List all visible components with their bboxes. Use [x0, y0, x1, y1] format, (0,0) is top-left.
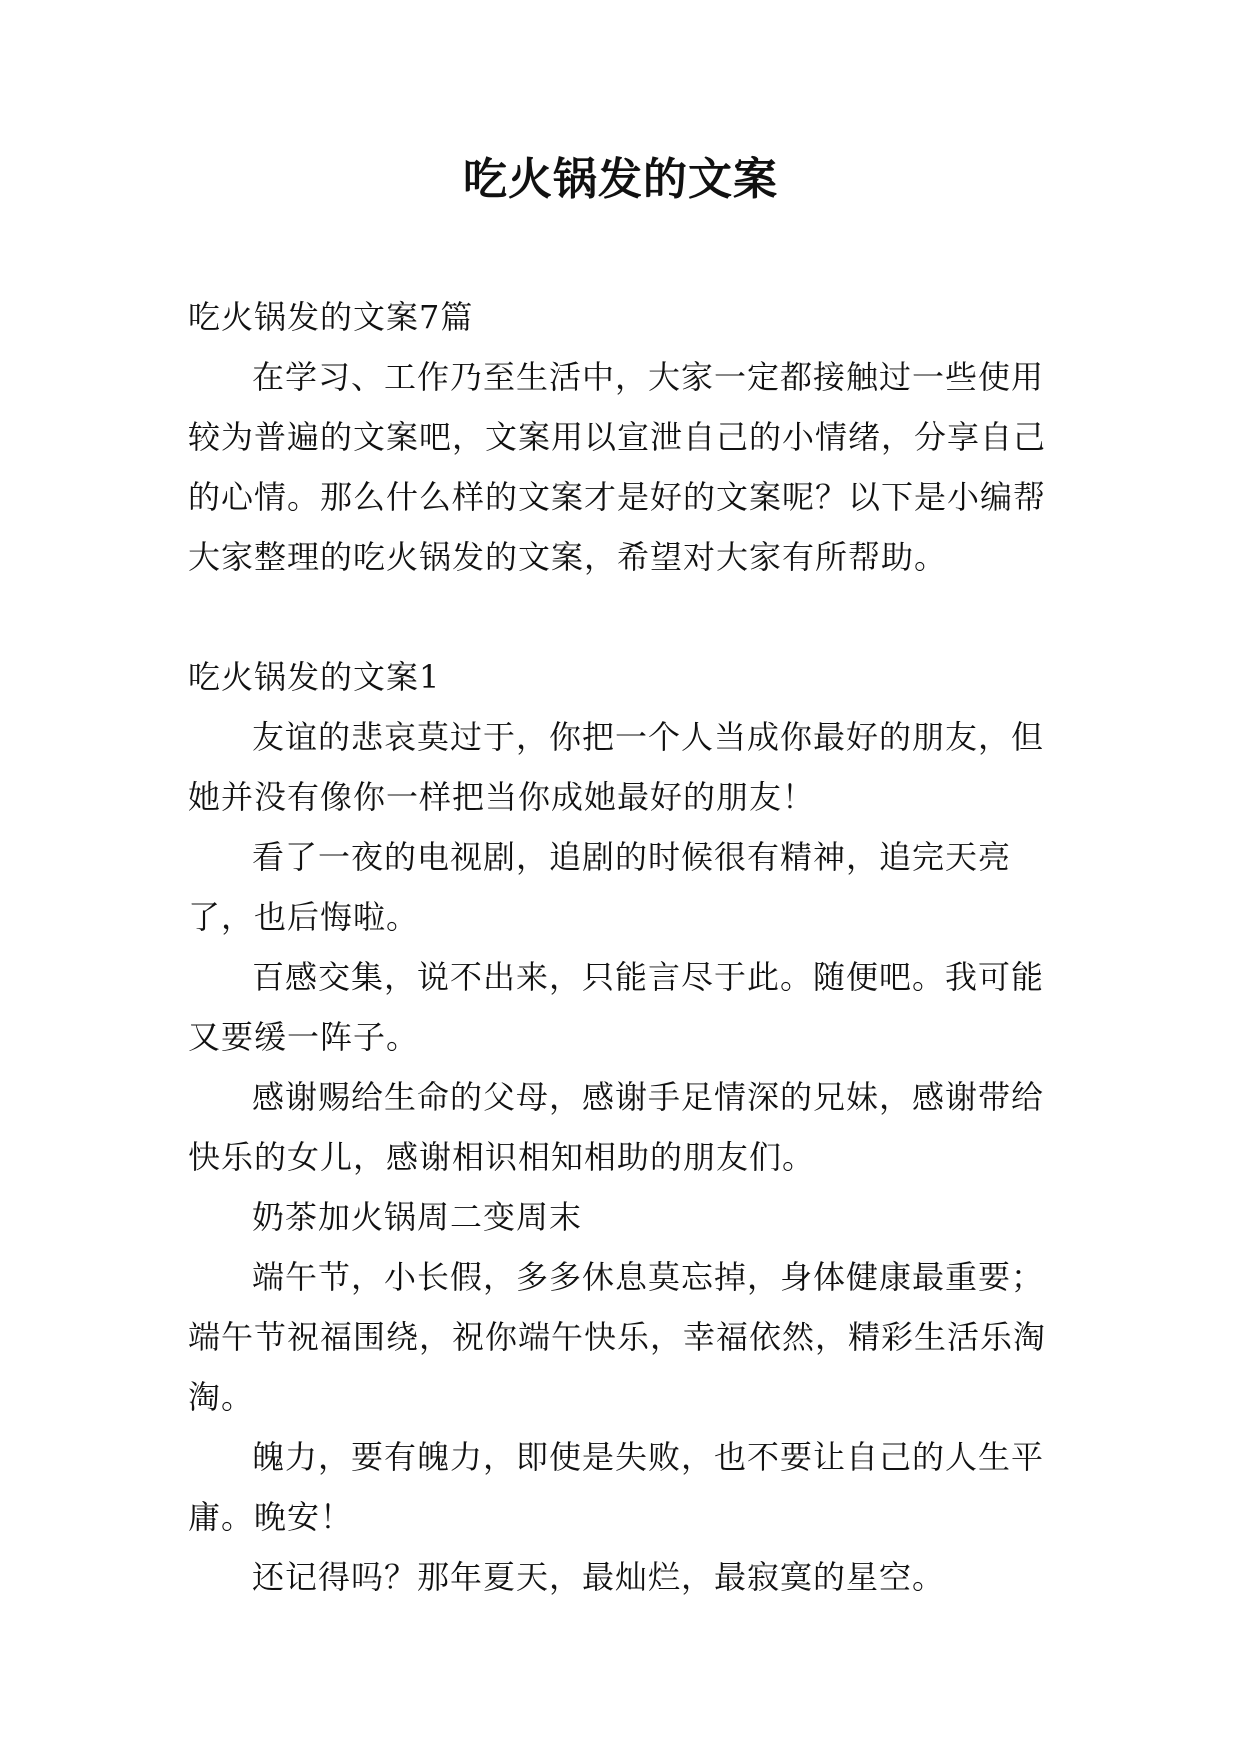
body-paragraph: 百感交集，说不出来，只能言尽于此。随便吧。我可能又要缓一阵子。: [188, 958, 1045, 1056]
body-paragraph: 端午节，小长假，多多休息莫忘掉，身体健康最重要；端午节祝福围绕，祝你端午快乐，幸福依然，精彩生活乐淘淘。: [188, 1258, 1047, 1416]
body-paragraph: 看了一夜的电视剧，追剧的时候很有精神，追完天亮了，也后悔啦。: [188, 838, 1012, 936]
body-paragraph: 奶茶加火锅周二变周末: [252, 1198, 583, 1236]
section-spacer: [188, 587, 1048, 647]
body-paragraph: 友谊的悲哀莫过于，你把一个人当成你最好的朋友，但她并没有像你一样把当你成她最好的朋友！: [188, 718, 1045, 816]
document-body: [188, 287, 1048, 1607]
document-subtitle: 吃火锅发的文案7篇: [188, 298, 474, 336]
section-heading: 吃火锅发的文案1: [188, 658, 441, 696]
body-paragraph: 感谢赐给生命的父母，感谢手足情深的兄妹，感谢带给快乐的女儿，感谢相识相知相助的朋友们。: [188, 1078, 1045, 1176]
body-paragraph: 还记得吗？那年夏天，最灿烂，最寂寞的星空。: [252, 1558, 946, 1596]
body-paragraph: 魄力，要有魄力，即使是失败，也不要让自己的人生平庸。晚安！: [188, 1438, 1045, 1536]
intro-paragraph: 在学习、工作乃至生活中，大家一定都接触过一些使用较为普遍的文案吧，文案用以宣泄自己的小情绪，分享自己的心情。那么什么样的文案才是好的文案呢？以下是小编帮大家整理的吃火锅发的文案，希望对大家有所帮助。: [188, 358, 1047, 576]
document-title: 吃火锅发的文案: [463, 154, 778, 205]
